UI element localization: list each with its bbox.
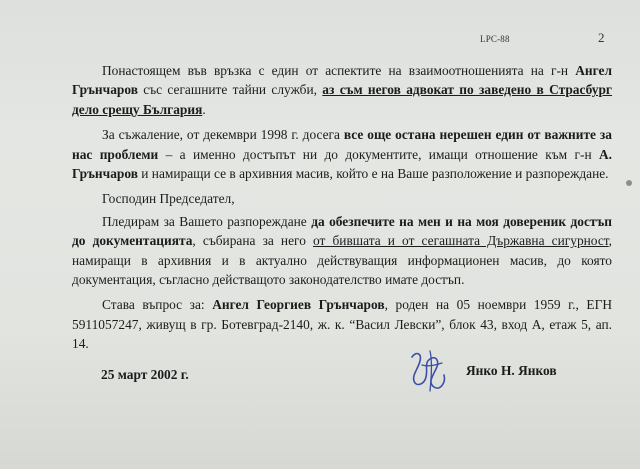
paragraph-2-bold-name: А. Грънчаров — [72, 146, 612, 182]
handwritten-signature — [402, 345, 456, 395]
letter-date: 25 март 2002 г. — [101, 367, 189, 382]
paragraph-5-text-1: Става въпрос за: — [102, 297, 213, 313]
signer-name: Янко Н. Янков — [466, 363, 557, 378]
paragraph-5-bold-name: Ангел Георгиев Грънчаров — [212, 297, 385, 313]
paragraph-5-text-2: , роден на 05 ноември 1959 г., ЕГН 5911057247, живущ в гр. Ботевград-2140, ж. к. “Васил Левски”, блок 43, вход А, етаж 5, ап. 14. — [72, 297, 612, 352]
paper-speck — [626, 180, 632, 186]
page-number: 2 — [598, 30, 605, 45]
paragraph-1-text-3: . — [202, 101, 206, 117]
paragraph-1-underlined-statement: аз съм негов адвокат по заведено в Страсбург дело срещу България — [72, 82, 612, 117]
paragraph-2-text-2: – а именно достъпът ни до документите, имащи отношение към г-н — [158, 146, 599, 162]
paragraph-5 — [72, 295, 612, 353]
paragraph-1-text-2: със сегашните тайни служби, — [137, 82, 323, 98]
paragraph-4-text-3: , намиращи в архивния и в актуално действуващия информационен масив, до която документация, съгласно действащото законодателство имате достъп. — [72, 233, 612, 288]
document-code: LPC-88 — [480, 34, 510, 44]
paragraph-4-text-1: Пледирам за Вашето разпореждане — [102, 213, 312, 229]
paragraph-4-text-2: , събирана за него — [192, 233, 314, 249]
paragraph-4-underlined-source: от бившата и от сегашната Държавна сигурност — [313, 233, 609, 249]
paragraph-2 — [72, 125, 612, 183]
paragraph-2-text-1: За съжаление, от декември 1998 г. досега — [102, 127, 344, 143]
paragraph-1-text-1: Понастоящем във връзка с един от аспектите на взаимоотношенията на г-н — [102, 63, 576, 78]
salutation-text: Господин Председател, — [102, 191, 235, 207]
paragraph-4 — [72, 212, 612, 290]
letter-body — [72, 61, 612, 360]
signoff-block — [0, 363, 640, 407]
paragraph-1 — [72, 61, 612, 119]
paragraph-2-bold-problem: все още остана нерешен един от важните за нас проблеми — [72, 127, 612, 162]
paragraph-1-bold-name: Ангел Грънчаров — [72, 63, 612, 98]
paragraph-4-bold-request: да обезпечите на мен и на моя доверeник достъп до документацията — [72, 213, 612, 249]
paragraph-3-salutation — [72, 189, 612, 208]
paragraph-2-text-3: и намиращи се в архивния масив, който е на Ваше разположение и разпореждане. — [137, 166, 609, 182]
